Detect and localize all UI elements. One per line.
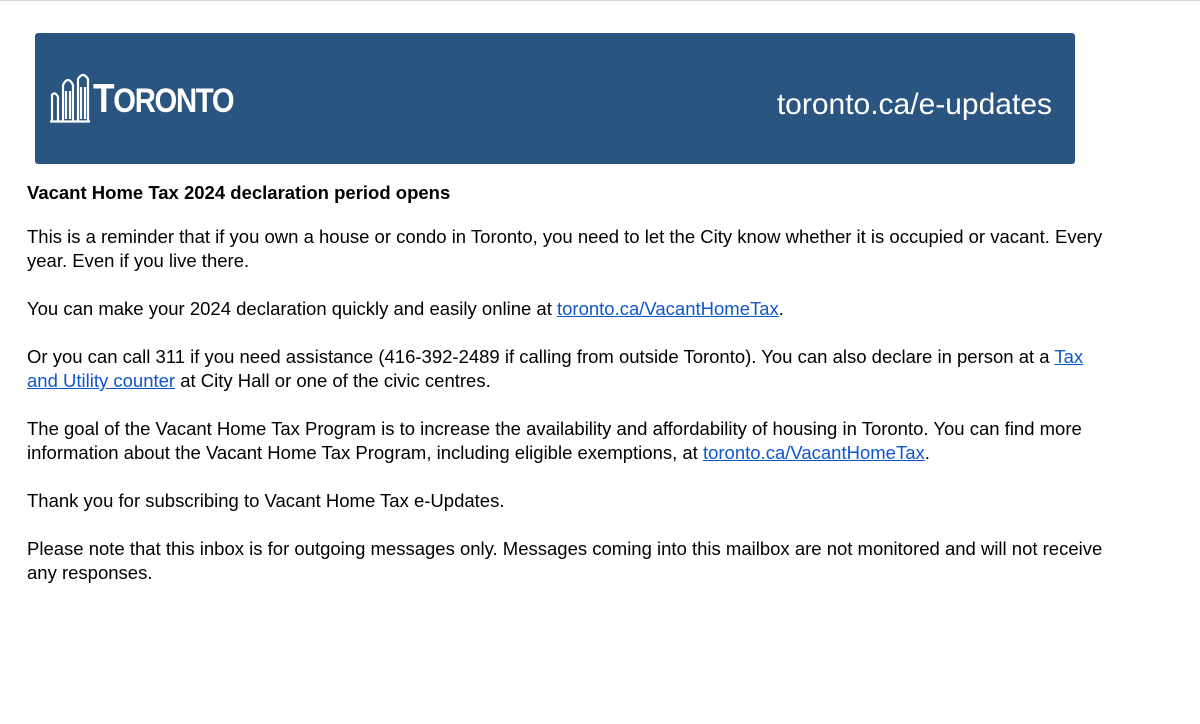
logo-first-letter: T <box>93 74 114 121</box>
logo-rest-letters: ORONTO <box>113 81 234 120</box>
logo-wordmark <box>93 74 234 121</box>
vacant-home-tax-info-link[interactable]: toronto.ca/VacantHomeTax <box>702 442 925 463</box>
declaration-text: You can make your 2024 declaration quickly and easily online at <box>27 298 557 319</box>
reminder-paragraph: This is a reminder that if you own a house or condo in Toronto, you need to let the City know whether it is occupied or vacant. Every year. Even if you live there. <box>27 226 1103 271</box>
program-goal-period: . <box>924 442 930 463</box>
program-goal-paragraph <box>27 417 1117 465</box>
outgoing-only-notice: Please note that this inbox is for outgoing messages only. Messages coming into this mailbox are not monitored and will not receive any responses. <box>27 538 1103 583</box>
header-banner <box>35 33 1075 164</box>
vacant-home-tax-link[interactable]: toronto.ca/VacantHomeTax <box>557 298 779 319</box>
program-goal-text: The goal of the Vacant Home Tax Program is to increase the availability and affordability of housing in Toronto. You can find more information about the Vacant Home Tax Program, including eligible exemptions, at <box>27 418 1082 463</box>
email-headline: Vacant Home Tax 2024 declaration period opens <box>27 182 451 203</box>
banner-url-text: toronto.ca/e-updates <box>776 88 1052 121</box>
email-body <box>27 181 1117 609</box>
city-hall-logo-icon <box>49 73 91 123</box>
assistance-paragraph <box>27 345 1117 393</box>
thank-you-paragraph: Thank you for subscribing to Vacant Home Tax e-Updates. <box>27 490 505 511</box>
declaration-period: . <box>778 298 784 319</box>
top-divider <box>0 0 1200 1</box>
declaration-paragraph <box>27 297 1117 321</box>
assistance-text: Or you can call 311 if you need assistance (416-392-2489 if calling from outside Toronto). You can also declare in person at a <box>27 346 1055 367</box>
tax-utility-counter-link[interactable]: Tax and Utility counter <box>27 346 1084 391</box>
assistance-text-end: at City Hall or one of the civic centres. <box>175 370 491 391</box>
toronto-logo <box>49 73 256 123</box>
